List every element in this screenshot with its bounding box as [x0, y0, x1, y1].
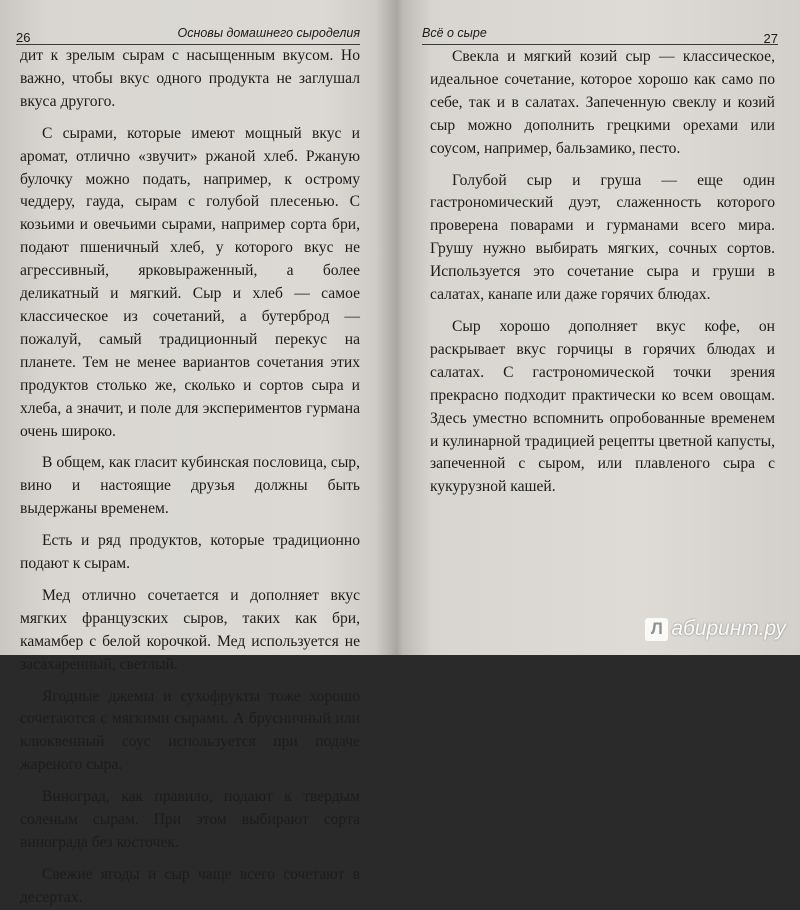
- paragraph: Свежие ягоды и сыр чаще всего сочетают в десертах.: [20, 865, 360, 906]
- right-page-number: 27: [763, 31, 778, 46]
- paragraph: С сырами, которые имеют мощный вкус и аромат, отлично «звучит» ржаной хлеб. Ржаную булочку можно подать, например, к острому чеддеру, гауда, сырам с голубой плесенью. С козьими и овечьими сырами, например сорта бри, подают пшеничный хлеб, у которого вкус не агрессивный, ярковыраженный, а более деликатный и мягкий. Сыр и хлеб — самое классическое из сочетаний, а бутерброд — пожалуй, самый традиционный перекус на планете. Тем не менее вариантов сочетания этих продуктов столько же, сколько и сортов сыра и хлеба, а значит, и поле для экспериментов гурмана очень широко.: [20, 124, 360, 440]
- paragraph: В общем, как гласит кубинская пословица, сыр, вино и настоящие друзья должны быть выдержаны временем.: [20, 454, 360, 518]
- labirint-logo-icon: Л: [645, 618, 668, 641]
- paragraph: Ягодные джемы и сухофрукты тоже хорошо сочетаются с мягкими сырами. А брусничный или клюквенный соус используется при подаче жареного сыра.: [20, 687, 360, 774]
- right-page: [400, 0, 800, 655]
- paragraph: Мед отлично сочетается и дополняет вкус мягких французских сыров, таких как бри, камамбер с белой корочкой. Мед используется не засахаренный, светлый.: [20, 586, 360, 673]
- left-page-number: 26: [16, 30, 31, 45]
- paragraph: дит к зрелым сырам с насыщенным вкусом. Но важно, чтобы вкус одного продукта не заглушал вкуса другого.: [20, 47, 360, 110]
- right-page-text: [430, 46, 775, 499]
- watermark-text: абиринт.ру: [671, 617, 786, 640]
- labirint-watermark: [645, 617, 786, 641]
- left-running-title: Основы домашнего сыроделия: [177, 26, 360, 40]
- left-page-header: [16, 26, 360, 45]
- left-page: [0, 0, 395, 906]
- right-running-title: Всё о сыре: [422, 26, 487, 40]
- paragraph: Виноград, как правило, подают к твердым соленым сырам. При этом выбирают сорта винограда без косточек.: [20, 788, 360, 851]
- paragraph: Голубой сыр и груша — еще один гастрономический дуэт, слаженность которого проверена поварами и гурманами всего мира. Грушу нужно выбирать мягких, сочных сортов. Используется это сочетание сыра и груши в салатах, канапе или даже горячих блюдах.: [430, 171, 775, 304]
- left-page-text: [20, 45, 360, 910]
- right-page-header: [422, 26, 778, 45]
- paragraph: Свекла и мягкий козий сыр — классическое, идеальное сочетание, которое хорошо как само по себе, так и в салатах. Запеченную свеклу и козий сыр можно дополнить грецкими орехами или соусом, например, бальзамико, песто.: [430, 48, 775, 157]
- paragraph: Есть и ряд продуктов, которые традиционно подают к сырам.: [20, 532, 360, 573]
- paragraph: Сыр хорошо дополняет вкус кофе, он раскрывает вкус горчицы в горячих блюдах и салатах. С гастрономической точки зрения прекрасно подходит практически ко всем овощам. Здесь уместно вспомнить опробованные временем и кулинарной традицией рецепты цветной капусты, запеченной с сыром, или плавленого сыра с кукурузной кашей.: [430, 317, 775, 496]
